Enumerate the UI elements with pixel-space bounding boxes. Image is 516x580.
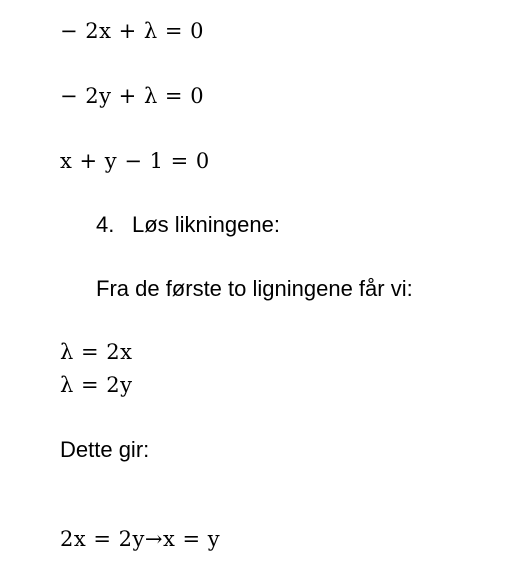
final-equation: 2x = 2y→x = y [60, 527, 221, 551]
step-label: Løs likningene: [132, 212, 280, 237]
result-text: Dette gir: [60, 437, 150, 462]
equation-2: − 2y + λ = 0 [60, 84, 205, 108]
intro-text: Fra de første to ligningene får vi: [96, 276, 413, 301]
equation-3: x + y − 1 = 0 [60, 149, 210, 173]
lambda-equation-1: λ = 2x [60, 340, 133, 364]
step-number: 4. [96, 212, 115, 237]
step-item [96, 214, 280, 236]
lambda-equation-2: λ = 2y [60, 373, 133, 397]
equation-1: − 2x + λ = 0 [60, 19, 205, 43]
